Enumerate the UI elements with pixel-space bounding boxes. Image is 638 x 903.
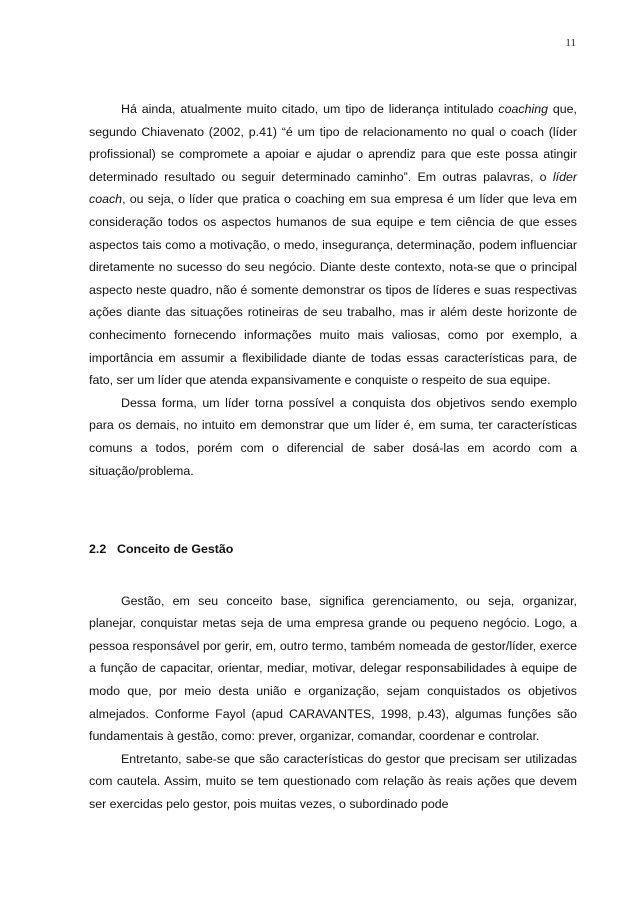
paragraph-text: que, segundo Chiavenato (2002, p.41) “é um tipo de relacionamento no qual o coach (líder profissional) se compromete a apoiar e ajudar o aprendiz para que este possa atingir determinado resultado ou seguir determinado caminho”. Em outras palavras, o bbox=[89, 102, 577, 184]
italic-term-coaching: coaching bbox=[498, 102, 548, 116]
italic-term-lider-coach: líder coach bbox=[89, 169, 577, 207]
paragraph-coaching bbox=[89, 98, 577, 392]
page-number: 11 bbox=[565, 37, 576, 49]
paragraph-text: , ou seja, o líder que pratica o coaching em sua empresa é um líder que leva em consideração todos os aspectos humanos de sua equipe e tem ciência de que esses aspectos tais como a motivação, o medo, insegurança, determinação, podem influenciar diretamente no sucesso do seu negócio. Diante deste contexto, nota-se que o principal aspecto neste quadro, não é somente demonstrar os tipos de líderes e suas respectivas ações diante das situações rotineiras de seu trabalho, mas ir além deste horizonte de conhecimento fornecendo informações muito mais valiosas, como por exemplo, a importância em assumir a flexibilidade diante de todas essas características para, de fato, ser um líder que atenda expansivamente e conquiste o respeito de sua equipe. bbox=[89, 192, 577, 388]
section-title: Conceito de Gestão bbox=[117, 542, 234, 557]
paragraph-text: Há ainda, atualmente muito citado, um tipo de liderança intitulado bbox=[121, 102, 499, 116]
document-body bbox=[89, 98, 577, 816]
section-heading bbox=[89, 538, 577, 561]
paragraph-entretanto: Entretanto, sabe-se que são características do gestor que precisam ser utilizadas com cautela. Assim, muito se tem questionado com relação às reais ações que devem ser exercidas pelo gestor, pois muitas vezes, o subordinado pode bbox=[89, 751, 577, 812]
paragraph-lider-exemplo: Dessa forma, um líder torna possível a conquista dos objetivos sendo exemplo para os demais, no intuito em demonstrar que um líder é, em suma, ter características comuns a todos, porém com o diferencial de saber dosá-las em acordo com a situação/problema. bbox=[89, 395, 577, 478]
paragraph-gestao: Gestão, em seu conceito base, significa gerenciamento, ou seja, organizar, planejar, conquistar metas seja de uma empresa grande ou pequeno negócio. Logo, a pessoa responsável por gerir, em, outro termo, também nomeada de gestor/líder, exerce a função de capacitar, orientar, mediar, motivar, delegar responsabilidades à equipe de modo que, por meio desta união e organização, sejam conquistados os objetivos almejados. Conforme Fayol (apud CARAVANTES, 1998, p.43), algumas funções são fundamentais à gestão, como: prever, organizar, comandar, coordenar e controlar. bbox=[89, 593, 577, 744]
section-number: 2.2 bbox=[89, 542, 107, 557]
